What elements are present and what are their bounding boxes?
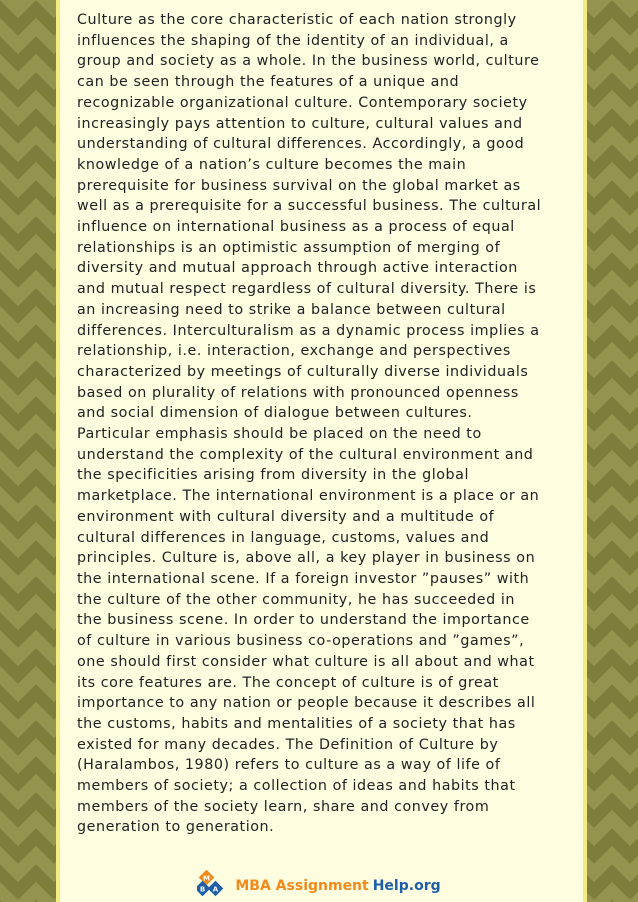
footer-branding [0, 870, 638, 902]
logo-letter-m: M [203, 874, 211, 883]
brand-name-secondary: Help.org [372, 878, 441, 894]
mba-logo-icon [197, 870, 231, 902]
document-page [56, 0, 587, 902]
logo-letter-a: A [213, 885, 219, 894]
logo-letter-b: B [200, 885, 206, 894]
brand-name-primary: MBA Assignment [235, 878, 369, 894]
body-paragraph: Culture as the core characteristic of each nation strongly influences the shaping of the identity of an individual, a group and society as a whole. In the business world, culture can be seen through the features of a unique and recognizable organizational culture. Contemporary society increasingly pays attention to culture, cultural values and understanding of cultural differences. Accordingly, a good knowledge of a nation’s culture becomes the main prerequisite for business survival on the global market as well as a prerequisite for a successful business. The cultural influence on international business as a process of equal relationships is an optimistic assumption of merging of diversity and mutual approach through active interaction and mutual respect regardless of cultural diversity. There is an increasing need to strike a balance between cultural differences. Interculturalism as a dynamic process implies a relationship, i.e. interaction, exchange and perspectives characterized by meetings of culturally diverse individuals based on plurality of relations with pronounced openness and social dimension of dialogue between cultures. Particular emphasis should be placed on the need to understand the complexity of the cultural environment and the specificities arising from diversity in the global marketplace. The international environment is a place or an environment with cultural diversity and a multitude of cultural differences in language, customs, values and principles. Culture is, above all, a key player in business on the international scene. If a foreign investor ”pauses” with the culture of the other community, he has succeeded in the business scene. In order to understand the importance of culture in various business co-operations and ”games”, one should first consider what culture is all about and what its core features are. The concept of culture is of great importance to any nation or people because it describes all the customs, habits and mentalities of a society that has existed for many decades. The Definition of Culture by (Haralambos, 1980) refers to culture as a way of life of members of society; a collection of ideas and habits that members of the society learn, share and convey from generation to generation. [77, 12, 542, 836]
